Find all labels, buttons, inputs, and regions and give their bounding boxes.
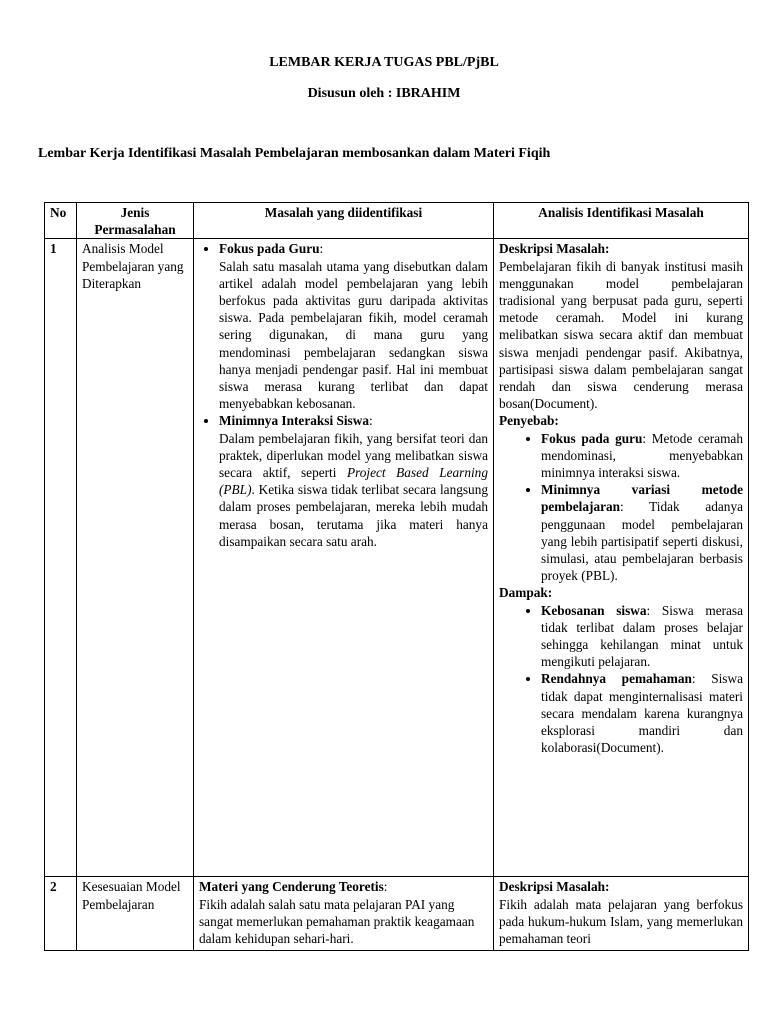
text-part: . Ketika siswa tidak terlibat secara langsung dalam proses pembelajaran, mereka lebih mudah merasa bosan, terutama jika materi hanya disampaikan secara satu arah. (219, 482, 488, 549)
colon: : (368, 413, 373, 429)
list-item (541, 481, 743, 584)
header-jenis: Jenis Permasalahan (77, 203, 194, 239)
table-row (45, 877, 749, 951)
header-masalah: Masalah yang diidentifikasi (194, 203, 494, 239)
list-item (541, 602, 743, 671)
item-text: : Siswa merasa tidak terlibat dalam proses belajar sehingga kehilangan minat untuk mengikuti pelajaran. (541, 602, 744, 670)
italic-term: Project Based Learning (PBL) (219, 465, 488, 498)
item-text: : Siswa tidak dapat menginternalisasi materi secara mendalam karena kurangnya eksplorasi mandiri dan kolaborasi(Document). (541, 671, 743, 756)
row-number: 1 (45, 239, 77, 877)
section-heading: Penyebab: (499, 413, 559, 429)
author-line: Disusun oleh : IBRAHIM (307, 86, 461, 101)
text-part: Dalam pembelajaran fikih, yang bersifat teori dan praktek, diperlukan model yang melibatkan siswa secara aktif, seperti (219, 430, 488, 481)
section-heading: Deskripsi Masalah: (499, 241, 610, 257)
header-analisis: Analisis Identifikasi Masalah (494, 203, 749, 239)
header-no: No (45, 203, 77, 239)
worksheet-subtitle: Lembar Kerja Identifikasi Masalah Pembelajaran membosankan dalam Materi Fiqih (38, 146, 551, 161)
row-jenis: Kesesuaian Model Pembelajaran (77, 877, 194, 951)
item-text (219, 430, 488, 550)
item-text: Fikih adalah salah satu mata pelajaran PAI yang sangat memerlukan pemahaman praktik keagamaan dalam kehidupan sehari-hari. (199, 896, 475, 947)
list-item (541, 670, 743, 756)
section-text: Pembelajaran fikih di banyak institusi masih menggunakan model pembelajaran tradisional yang berpusat pada guru, seperti metode ceramah. Model ini kurang melibatkan siswa secara aktif dan membuat siswa menjadi pendengar pasif. Akibatnya, partisipasi siswa dalam pembelajaran sangat rendah dan siswa cenderung merasa bosan(Document). (499, 258, 743, 412)
document-title: LEMBAR KERJA TUGAS PBL/PjBL (269, 55, 499, 70)
colon: : (319, 241, 324, 257)
row-masalah (194, 239, 494, 877)
row-analisis (494, 239, 749, 877)
item-title: Rendahnya pemahaman (541, 671, 692, 687)
row-number: 2 (45, 877, 77, 951)
item-title: Fokus pada guru (541, 430, 643, 446)
row-jenis: Analisis Model Pembelajaran yang Diterapkan (77, 239, 194, 877)
item-text: : Tidak adanya penggunaan model pembelajaran yang lebih partisipatif seperti diskusi, simulasi, atau pembelajaran berbasis proyek (PBL). (541, 499, 743, 584)
item-title: Fokus pada Guru (219, 241, 320, 257)
problem-identification-table (44, 202, 749, 951)
row-analisis (494, 877, 749, 951)
table-row (45, 239, 749, 877)
item-title: Kebosanan siswa (541, 602, 647, 618)
table-header-row (45, 203, 749, 239)
item-title: Minimnya variasi metode pembelajaran (541, 482, 743, 515)
item-text: : Metode ceramah mendominasi, menyebabkan minimnya interaksi siswa. (541, 430, 743, 481)
list-item (219, 240, 488, 412)
item-title: Materi yang Cenderung Teoretis (199, 879, 384, 895)
item-title: Minimnya Interaksi Siswa (219, 413, 369, 429)
section-heading: Deskripsi Masalah: (499, 879, 610, 895)
list-item (541, 430, 743, 482)
colon: : (383, 879, 388, 895)
section-heading: Dampak: (499, 585, 553, 601)
item-text: Salah satu masalah utama yang disebutkan dalam artikel adalah model pembelajaran yang lebih berfokus pada aktivitas guru daripada aktivitas siswa. Pada pembelajaran fikih, model ceramah sering digunakan, di mana guru yang mendominasi pembelajaran sedangkan siswa hanya menjadi pendengar pasif. Hal ini membuat siswa merasa kurang terlibat dan dapat menyebabkan kebosanan. (219, 258, 488, 412)
row-masalah (194, 877, 494, 951)
list-item (219, 412, 488, 550)
section-text: Fikih adalah mata pelajaran yang berfokus pada hukum-hukum Islam, yang memerlukan pemahaman teori (499, 896, 743, 947)
